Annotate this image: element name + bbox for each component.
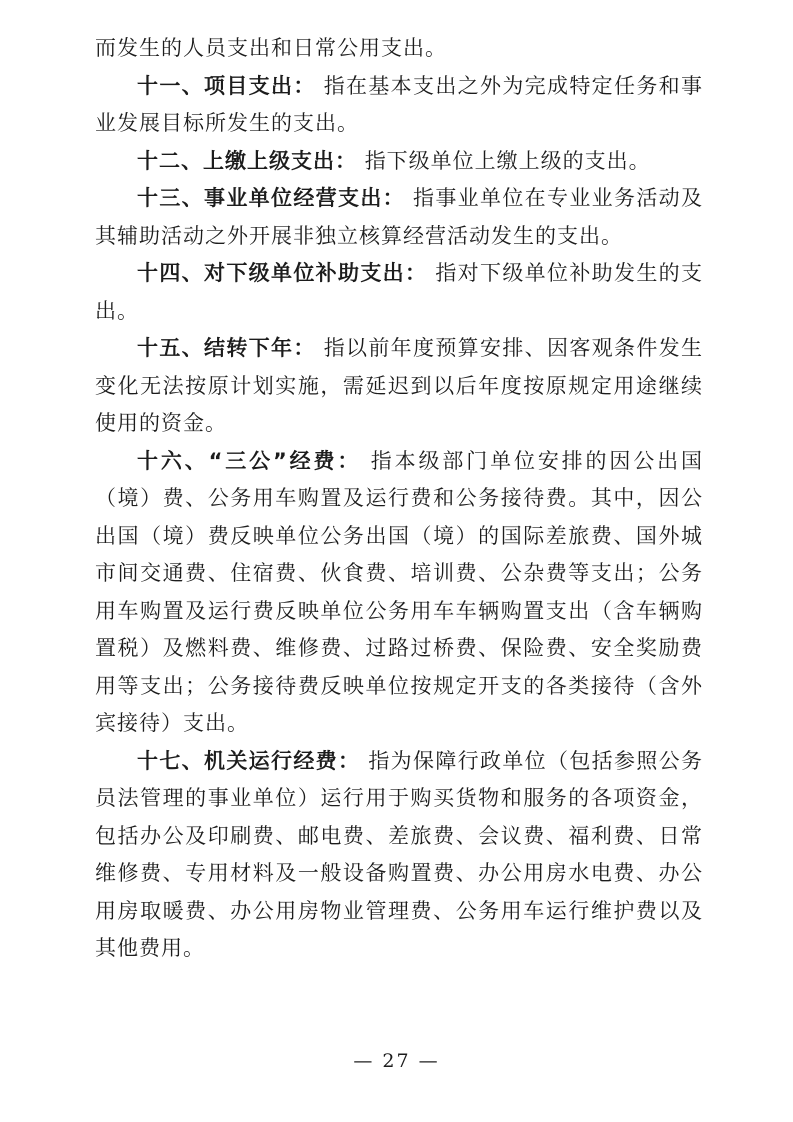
term-definition: 指以前年度预算安排、因客观条件发生变化无法按原计划实施，需延迟到以后年度按原规定用途继续使用的资金。	[95, 336, 704, 435]
paragraph-item-17	[95, 743, 703, 968]
term-definition: 指对下级单位补助发生的支出。	[95, 261, 704, 323]
term-label: 十四、对下级单位补助支出：	[137, 261, 428, 285]
continuation-text: 而发生的人员支出和日常公用支出。	[95, 36, 447, 60]
term-label: 十三、事业单位经营支出：	[137, 186, 405, 210]
paragraph-item-13	[95, 180, 703, 255]
page-footer	[0, 1050, 793, 1072]
term-definition: 指在基本支出之外为完成特定任务和事业发展目标所发生的支出。	[95, 73, 704, 135]
term-label: 十一、项目支出：	[137, 73, 316, 98]
paragraph-item-16	[95, 443, 703, 743]
paragraph-item-14	[95, 255, 703, 330]
term-label: 十六、“三公”经费：	[137, 448, 362, 473]
term-definition: 指为保障行政单位（包括参照公务员法管理的事业单位）运行用于购买货物和服务的各项资金，包括办公及印刷费、邮电费、差旅费、会议费、福利费、日常维修费、专用材料及一般设备购置费、办公用房水电费、办公用房取暖费、办公用房物业管理费、公务用车运行维护费以及其他费用。	[95, 748, 703, 960]
page-number: — 27 —	[353, 1050, 440, 1072]
term-label: 十七、机关运行经费：	[137, 748, 361, 773]
term-label: 十五、结转下年：	[137, 336, 316, 360]
continuation-paragraph	[95, 30, 703, 68]
term-definition: 指本级部门单位安排的因公出国（境）费、公务用车购置及运行费和公务接待费。其中，因公出国（境）费反映单位公务出国（境）的国际差旅费、国外城市间交通费、住宿费、伙食费、培训费、公杂费等支出；公务用车购置及运行费反映单位公务用车车辆购置支出（含车辆购置税）及燃料费、维修费、过路过桥费、保险费、安全奖励费用等支出；公务接待费反映单位按规定开支的各类接待（含外宾接待）支出。	[95, 448, 703, 735]
page-body-text	[95, 30, 703, 968]
term-definition: 指下级单位上缴上级的支出。	[364, 148, 651, 173]
paragraph-item-12	[95, 143, 703, 181]
term-definition: 指事业单位在专业业务活动及其辅助活动之外开展非独立核算经营活动发生的支出。	[95, 186, 704, 248]
paragraph-item-11	[95, 68, 703, 143]
paragraph-item-15	[95, 330, 703, 443]
term-label: 十二、上缴上级支出：	[137, 148, 357, 173]
